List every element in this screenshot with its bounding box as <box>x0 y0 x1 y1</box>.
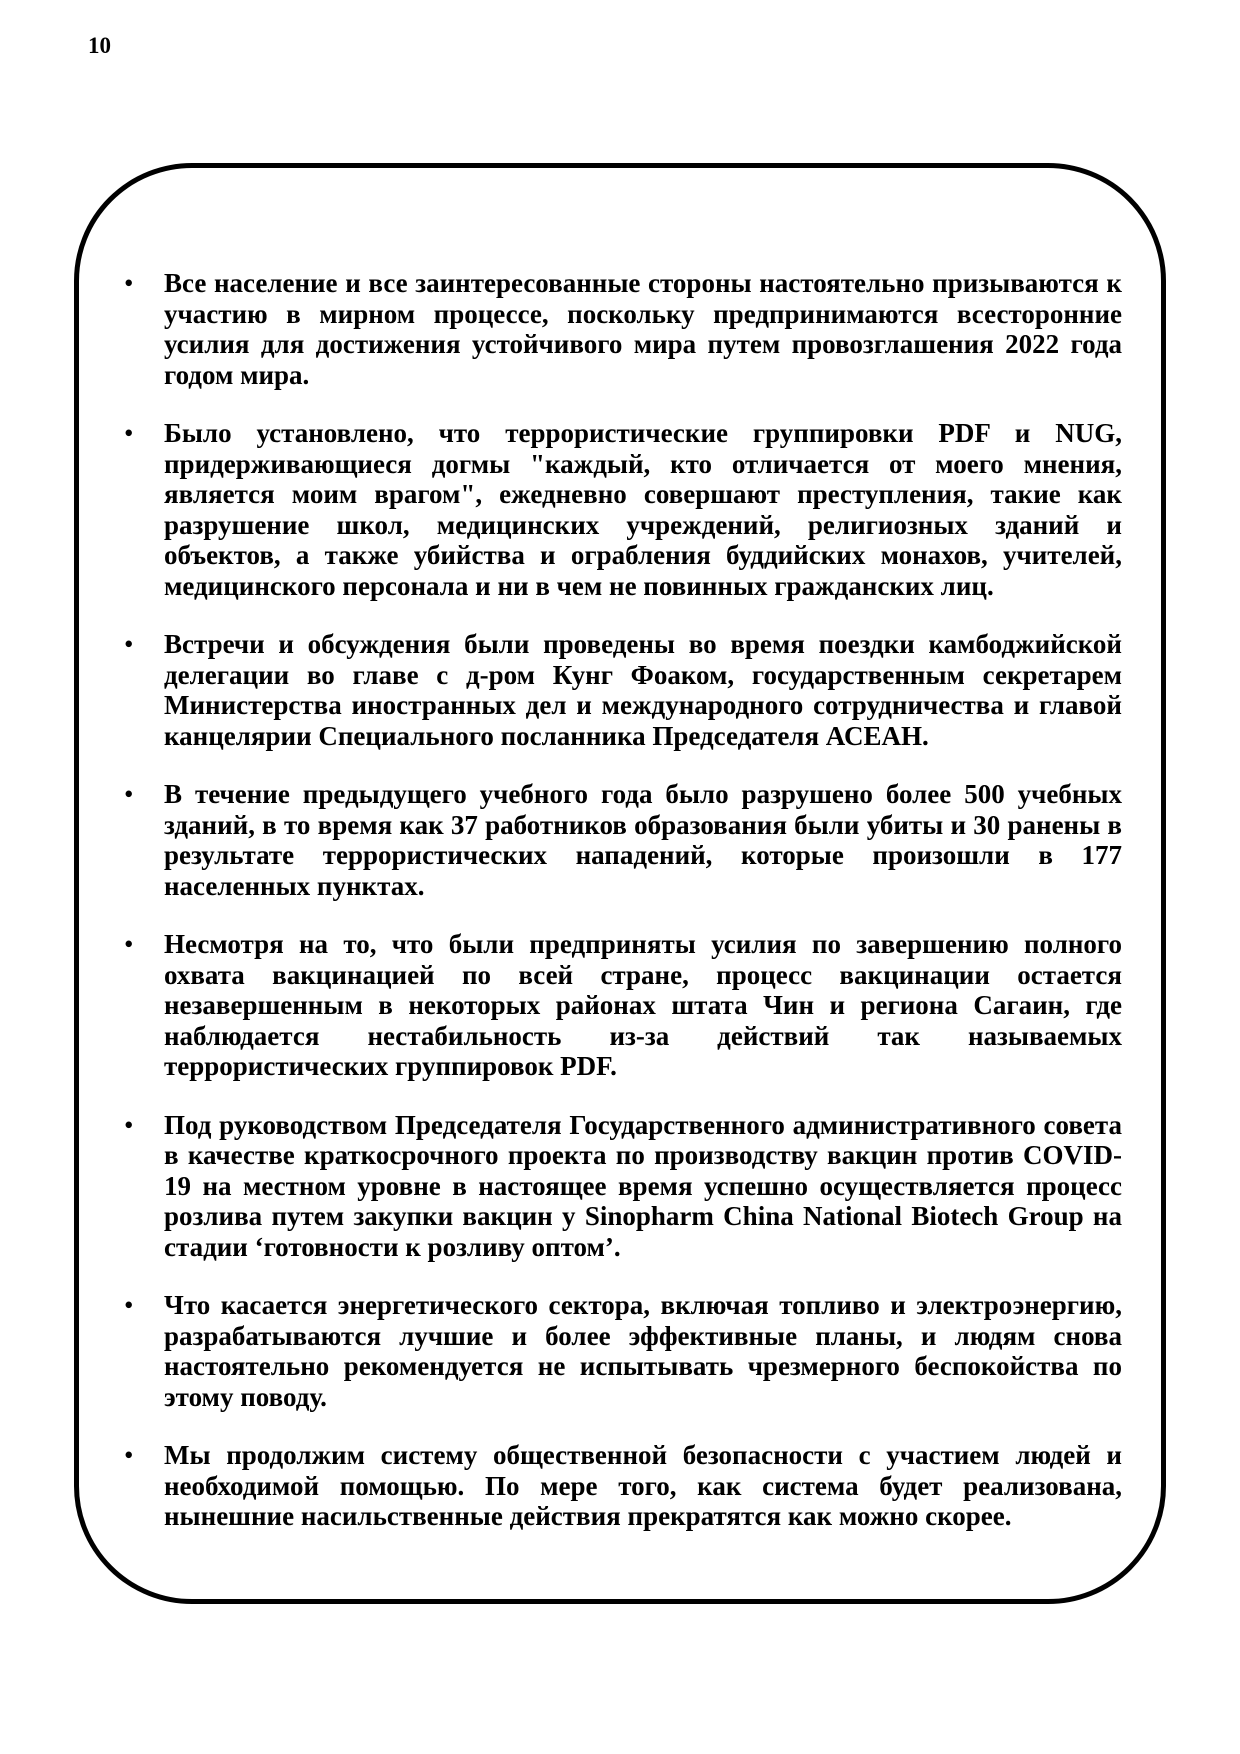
page-number: 10 <box>88 33 111 58</box>
bullet-text: Встречи и обсуждения были проведены во время поездки камбоджийской делегации во главе с д-ром Кунг Фоаком, государственным секретарем Министерства иностранных дел и международного сотрудничества и главой канцелярии Специального посланника Председателя АСЕАН. <box>164 629 1122 751</box>
bullet-list <box>120 268 1122 1560</box>
bullet-text: Что касается энергетического сектора, включая топливо и электроэнергию, разрабатываются лучшие и более эффективные планы, и людям снова настоятельно рекомендуется не испытывать чрезмерного беспокойства по этому поводу. <box>164 1290 1122 1412</box>
bullet-item-energy-sector <box>120 1290 1122 1412</box>
bullet-item-vaccine-production <box>120 1110 1122 1263</box>
bullet-item-terrorist-groups <box>120 418 1122 601</box>
bullet-text: Под руководством Председателя Государственного административного совета в качестве краткосрочного проекта по производству вакцин против COVID-19 на местном уровне в настоящее время успешно осуществляется процесс розлива путем закупки вакцин у Sinopharm China National Biotech Group на стадии ‘готовности к розливу оптом’. <box>164 1109 1122 1262</box>
bullet-marker: • <box>124 779 134 809</box>
bullet-marker: • <box>124 629 134 659</box>
bullet-text: Все население и все заинтересованные стороны настоятельно призываются к участию в мирном процессе, поскольку предпринимаются всесторонние усилия для достижения устойчивого мира путем провозглашения 2022 года годом мира. <box>164 268 1122 390</box>
bullet-marker: • <box>124 929 134 959</box>
bullet-item-education-damage <box>120 779 1122 901</box>
bullet-item-vaccination-coverage <box>120 929 1122 1082</box>
bullet-text: В течение предыдущего учебного года было разрушено более 500 учебных зданий, в то время как 37 работников образования были убиты и 30 ранены в результате террористических нападений, которые произошли в 177 населенных пунктах. <box>164 779 1122 901</box>
bullet-item-peace-process <box>120 268 1122 390</box>
bullet-marker: • <box>124 418 134 448</box>
bullet-text: Несмотря на то, что были предприняты усилия по завершению полного охвата вакцинацией по всей стране, процесс вакцинации остается незавершенным в некоторых районах штата Чин и региона Сагаин, где наблюдается нестабильность из-за действий так называемых террористических группировок PDF. <box>164 929 1122 1081</box>
bullet-text: Мы продолжим систему общественной безопасности с участием людей и необходимой помощью. По мере того, как система будет реализована, нынешние насильственные действия прекратятся как можно скорее. <box>164 1440 1122 1531</box>
bullet-marker: • <box>124 1440 134 1470</box>
bullet-marker: • <box>124 1290 134 1320</box>
bullet-marker: • <box>124 268 134 298</box>
bullet-item-public-security <box>120 1440 1122 1532</box>
bullet-text: Было установлено, что террористические группировки PDF и NUG, придерживающиеся догмы "каждый, кто отличается от моего мнения, является моим врагом", ежедневно совершают преступления, такие как разрушение школ, медицинских учреждений, религиозных зданий и объектов, а также убийства и ограбления буддийских монахов, учителей, медицинского персонала и ни в чем не повинных гражданских лиц. <box>164 418 1122 601</box>
bullet-item-cambodian-delegation <box>120 629 1122 751</box>
bullet-marker: • <box>124 1109 134 1140</box>
